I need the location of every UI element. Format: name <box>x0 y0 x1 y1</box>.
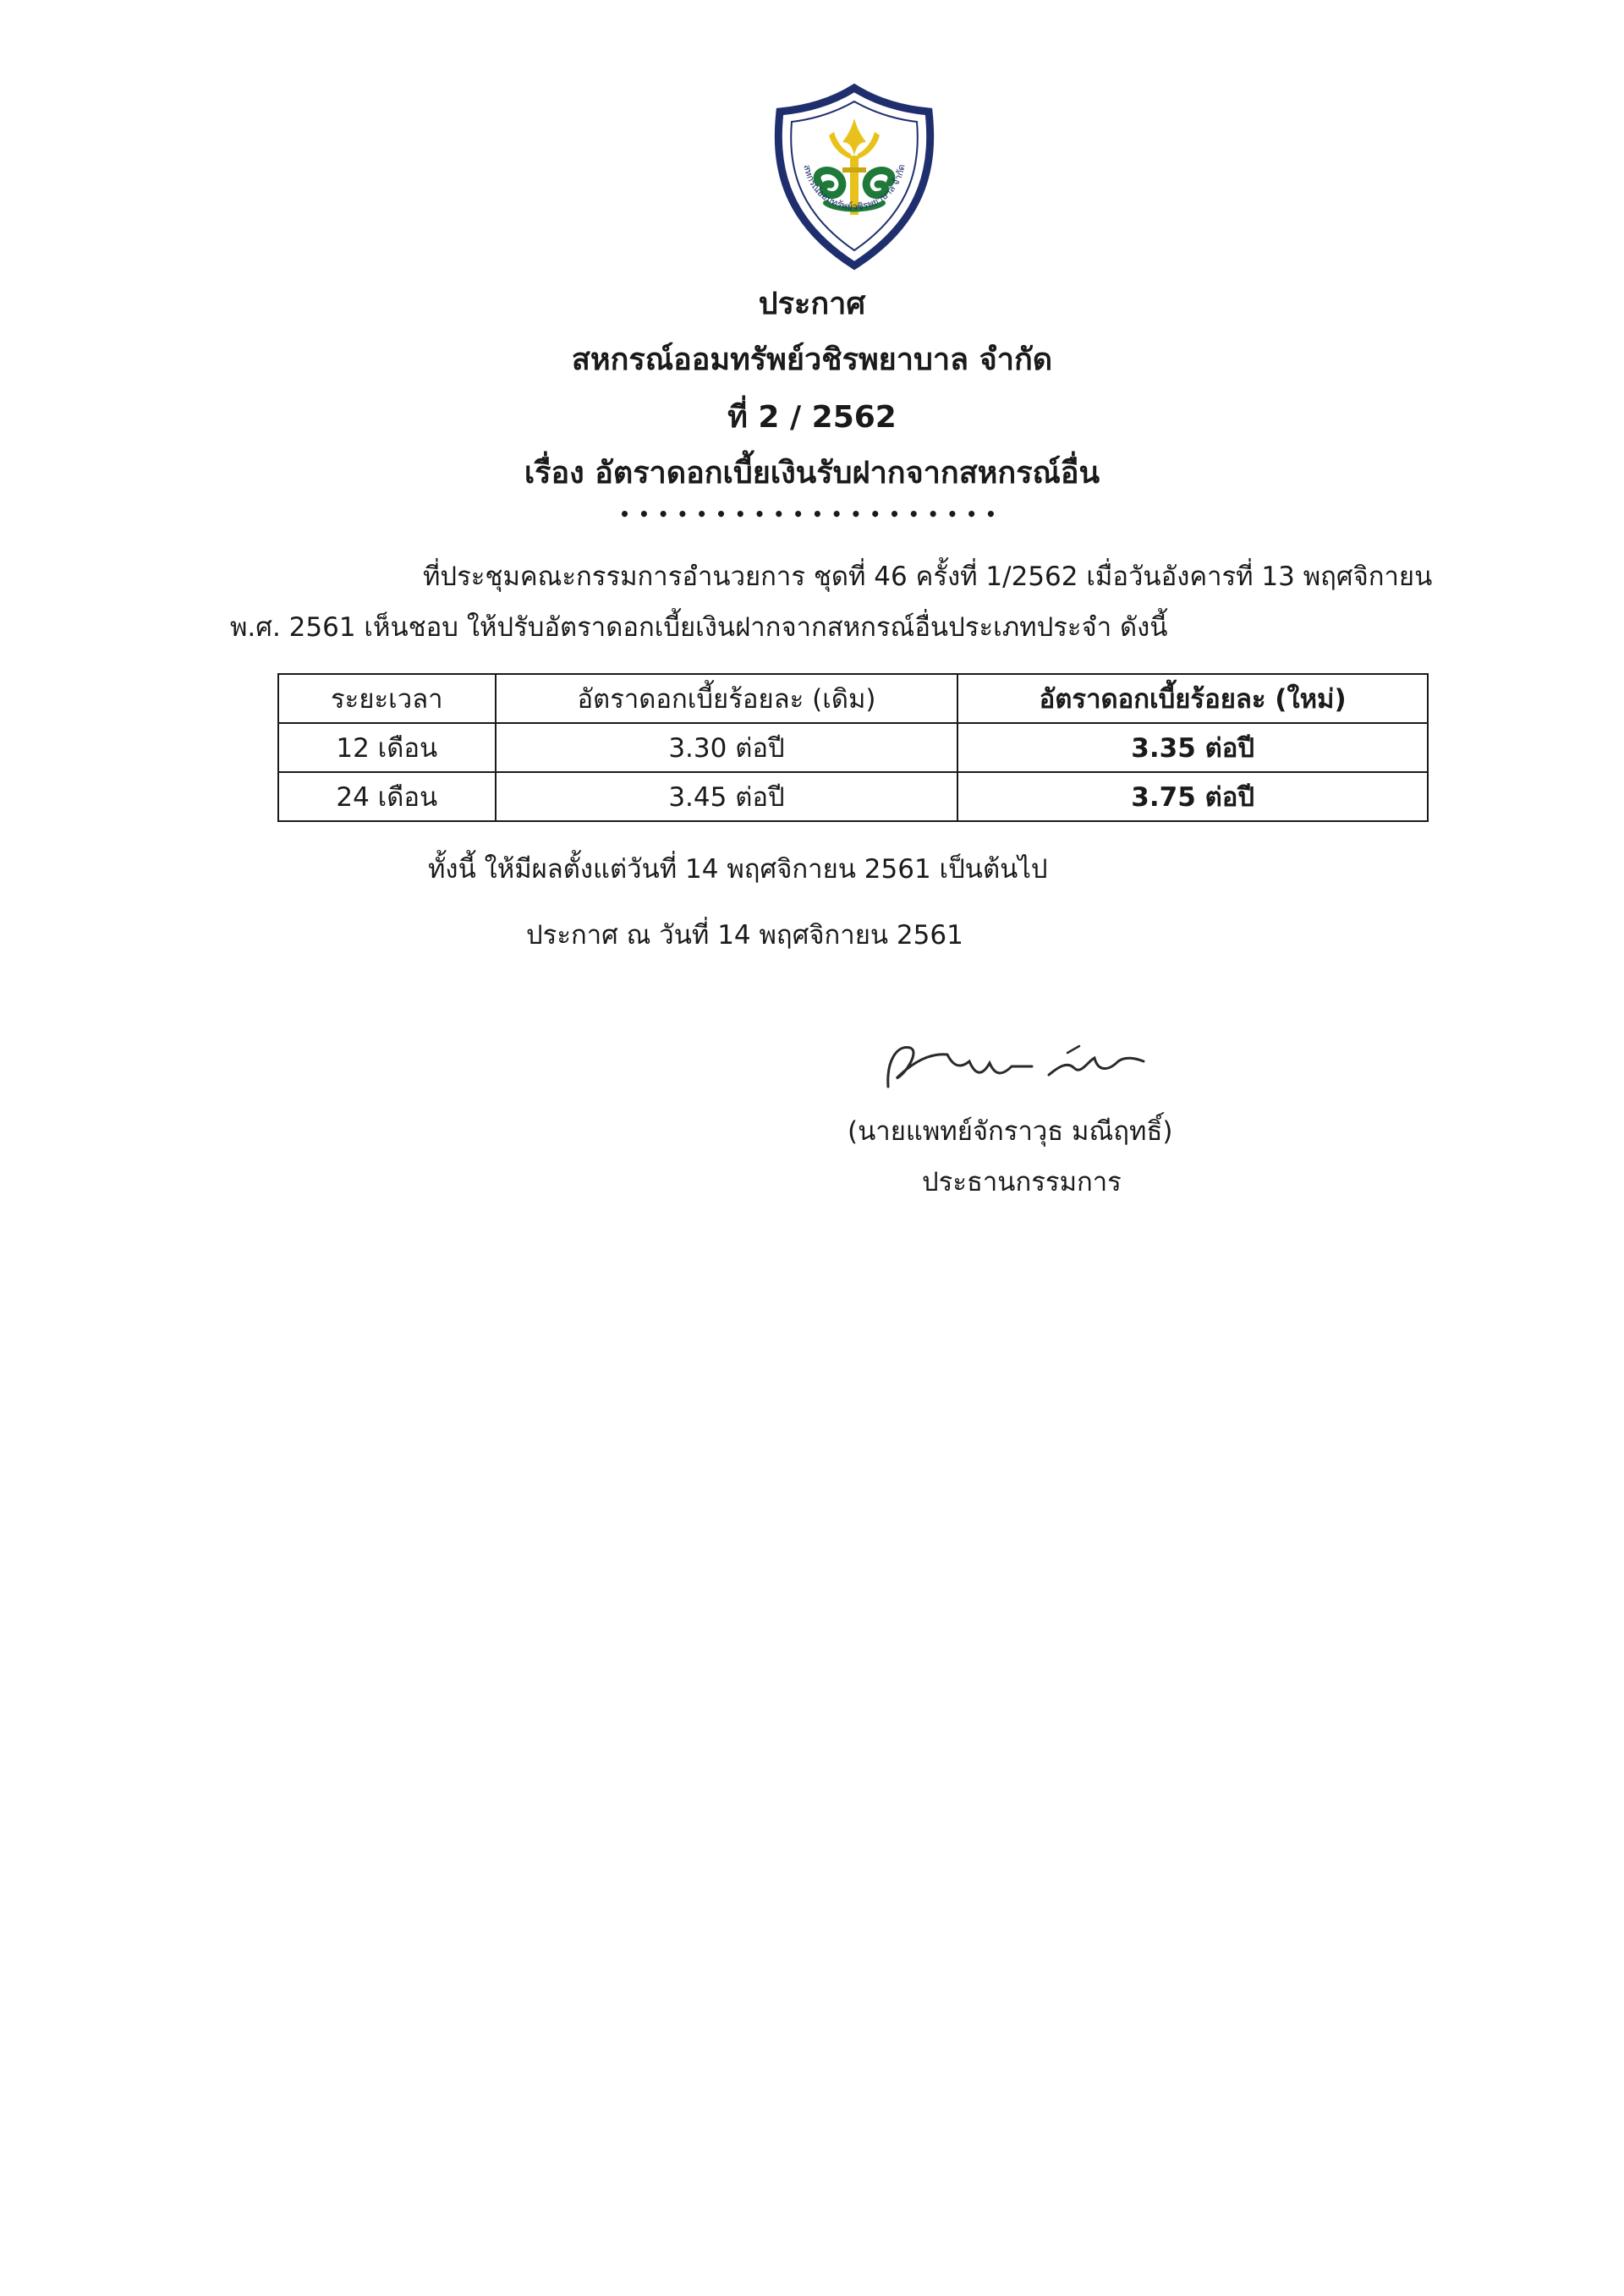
cell-old-rate: 3.45 ต่อปี <box>496 772 958 821</box>
announcement-title: ประกาศ <box>758 287 866 321</box>
body-line-1: ที่ประชุมคณะกรรมการอำนวยการ ชุดที่ 46 ครั้งที่ 1/2562 เมื่อวันอังคารที่ 13 พฤศจิกายน <box>423 562 1433 592</box>
announcement-number: ที่ 2 / 2562 <box>727 400 897 435</box>
header-period: ระยะเวลา <box>278 674 496 723</box>
body-line-2: พ.ศ. 2561 เห็นชอบ ให้ปรับอัตราดอกเบี้ยเงินฝากจากสหกรณ์อื่นประเภทประจำ ดังนี้ <box>230 612 1168 643</box>
table-row <box>278 723 1428 772</box>
signer-title: ประธานกรรมการ <box>922 1167 1122 1197</box>
logo-text: สหกรณ์ออมทรัพย์วชิรพยาบาล จำกัด <box>801 163 908 213</box>
announcement-subject: เรื่อง อัตราดอกเบี้ยเงินรับฝากจากสหกรณ์อื่น <box>524 456 1100 490</box>
cooperative-crest-logo-icon <box>770 83 939 271</box>
cell-old-rate: 3.30 ต่อปี <box>496 723 958 772</box>
header-old-rate: อัตราดอกเบี้ยร้อยละ (เดิม) <box>496 674 958 723</box>
interest-rate-table <box>277 673 1429 822</box>
cell-new-rate: 3.75 ต่อปี <box>957 772 1428 821</box>
header-new-rate: อัตราดอกเบี้ยร้อยละ (ใหม่) <box>957 674 1428 723</box>
heading-divider: •••••••••••••••••••• <box>619 504 1005 524</box>
cell-period: 24 เดือน <box>278 772 496 821</box>
handwritten-signature-icon <box>871 1027 1150 1104</box>
announced-date-text: ประกาศ ณ วันที่ 14 พฤศจิกายน 2561 <box>526 920 963 951</box>
effective-date-text: ทั้งนี้ ให้มีผลตั้งแต่วันที่ 14 พฤศจิกายน 2561 เป็นต้นไป <box>428 854 1048 885</box>
cell-period: 12 เดือน <box>278 723 496 772</box>
table-header-row <box>278 674 1428 723</box>
signer-name: (นายแพทย์จักราวุธ มณีฤทธิ์) <box>848 1116 1173 1147</box>
table-row <box>278 772 1428 821</box>
cell-new-rate: 3.35 ต่อปี <box>957 723 1428 772</box>
organization-name: สหกรณ์ออมทรัพย์วชิรพยาบาล จำกัด <box>571 342 1053 377</box>
